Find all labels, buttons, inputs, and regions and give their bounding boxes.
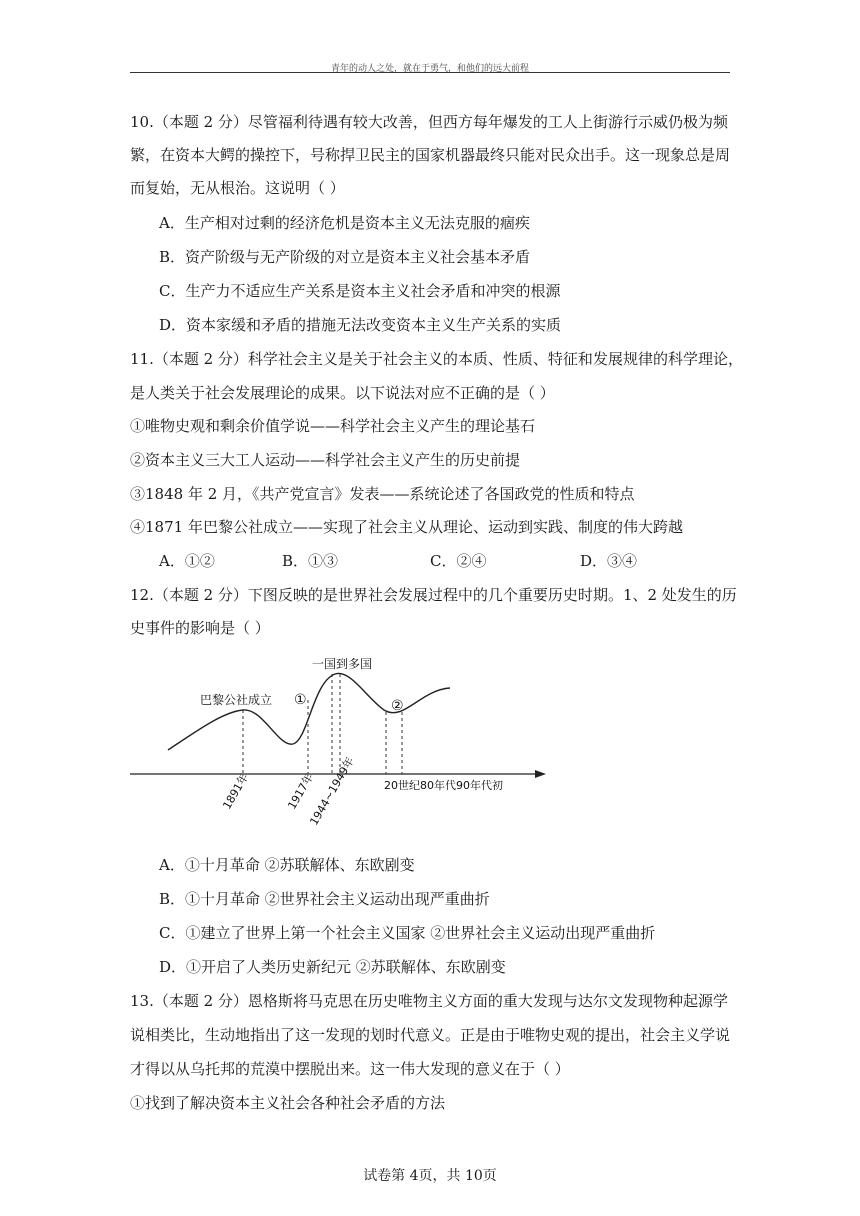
q10-option-d[interactable]: D．资本家缓和矛盾的措施无法改变资本主义生产关系的实质 (159, 316, 562, 334)
q10-option-a[interactable]: A．生产相对过剩的经济危机是资本主义无法克服的痼疾 (159, 214, 530, 232)
marker-2: ② (391, 698, 404, 714)
q10-stem-line-1: 10.（本题 2 分）尽管福利待遇有较大改善，但西方每年爆发的工人上街游行示威仍极为频 (130, 113, 728, 131)
q13-stem-line-1: 13.（本题 2 分）恩格斯将马克思在历史唯物主义方面的重大发现与达尔文发现物种起源学 (130, 992, 728, 1010)
tick-label-1980s-1990s: 20世纪80年代90年代初 (384, 779, 503, 792)
q11-statement-1: ①唯物史观和剩余价值学说——科学社会主义产生的理论基石 (130, 417, 536, 435)
q11-choice-b[interactable]: B．①③ (282, 552, 339, 570)
header-motto: 青年的动人之处，就在于勇气，和他们的远大前程 (330, 64, 529, 74)
q11-statement-2: ②资本主义三大工人运动——科学社会主义产生的历史前提 (130, 451, 521, 469)
q13-stem-line-2: 说相类比，生动地指出了这一发现的划时代意义。正是由于唯物史观的提出，社会主义学说 (130, 1026, 731, 1044)
q11-statement-4: ④1871 年巴黎公社成立——实现了社会主义从理论、运动到实践、制度的伟大跨越 (130, 518, 683, 536)
q10-option-c[interactable]: C．生产力不适应生产关系是资本主义社会矛盾和冲突的根源 (159, 282, 561, 300)
q11-stem-line-1: 11.（本题 2 分）科学社会主义是关于社会主义的本质、性质、特征和发展规律的科学理论， (130, 350, 743, 368)
q12-stem-line-2: 史事件的影响是（ ） (130, 619, 270, 637)
tick-label-1891: 1891年 (220, 771, 252, 812)
label-paris-commune: 巴黎公社成立 (200, 693, 273, 707)
q12-stem-line-1: 12.（本题 2 分）下图反映的是世界社会发展过程中的几个重要历史时期。1、2 处发生的历 (130, 586, 737, 604)
label-one-to-many: 一国到多国 (312, 657, 373, 671)
q12-option-c[interactable]: C．①建立了世界上第一个社会主义国家 ②世界社会主义运动出现严重曲折 (159, 924, 656, 942)
q11-stem-line-2: 是人类关于社会发展理论的成果。以下说法对应不正确的是（ ） (130, 384, 555, 402)
q12-option-d[interactable]: D．①开启了人类历史新纪元 ②苏联解体、东欧剧变 (159, 958, 506, 976)
tick-label-1944-1949: 1944~1949年 (307, 754, 357, 828)
q12-option-b[interactable]: B．①十月革命 ②世界社会主义运动出现严重曲折 (159, 890, 490, 908)
q11-choices (0, 551, 860, 571)
q10-option-b[interactable]: B．资产阶级与无产阶级的对立是资本主义社会基本矛盾 (159, 248, 531, 266)
q11-choice-d[interactable]: D．③④ (580, 552, 638, 570)
marker-1: ① (294, 692, 307, 708)
q12-history-figure (128, 652, 558, 832)
tick-label-1917: 1917年 (285, 771, 317, 812)
q11-choice-c[interactable]: C．②④ (430, 552, 487, 570)
q13-stem-line-3: 才得以从乌托邦的荒漠中摆脱出来。这一伟大发现的意义在于（ ） (130, 1060, 570, 1078)
q10-stem-line-2: 繁，在资本大鳄的操控下，号称捍卫民主的国家机器最终只能对民众出手。这一现象总是周 (130, 146, 731, 164)
q11-statement-3: ③1848 年 2 月，《共产党宣言》发表——系统论述了各国政党的性质和特点 (130, 485, 635, 503)
q13-statement-1: ①找到了解决资本主义社会各种社会矛盾的方法 (130, 1094, 446, 1112)
page-footer: 试卷第 4页，共 10页 (363, 1168, 497, 1184)
q11-choice-a[interactable]: A．①② (159, 552, 215, 570)
header-divider (130, 72, 730, 73)
q10-stem-line-3: 而复始，无从根治。这说明（ ） (130, 179, 345, 197)
axis-arrow-icon (535, 770, 546, 778)
q12-option-a[interactable]: A．①十月革命 ②苏联解体、东欧剧变 (159, 856, 415, 874)
development-curve (168, 673, 450, 750)
